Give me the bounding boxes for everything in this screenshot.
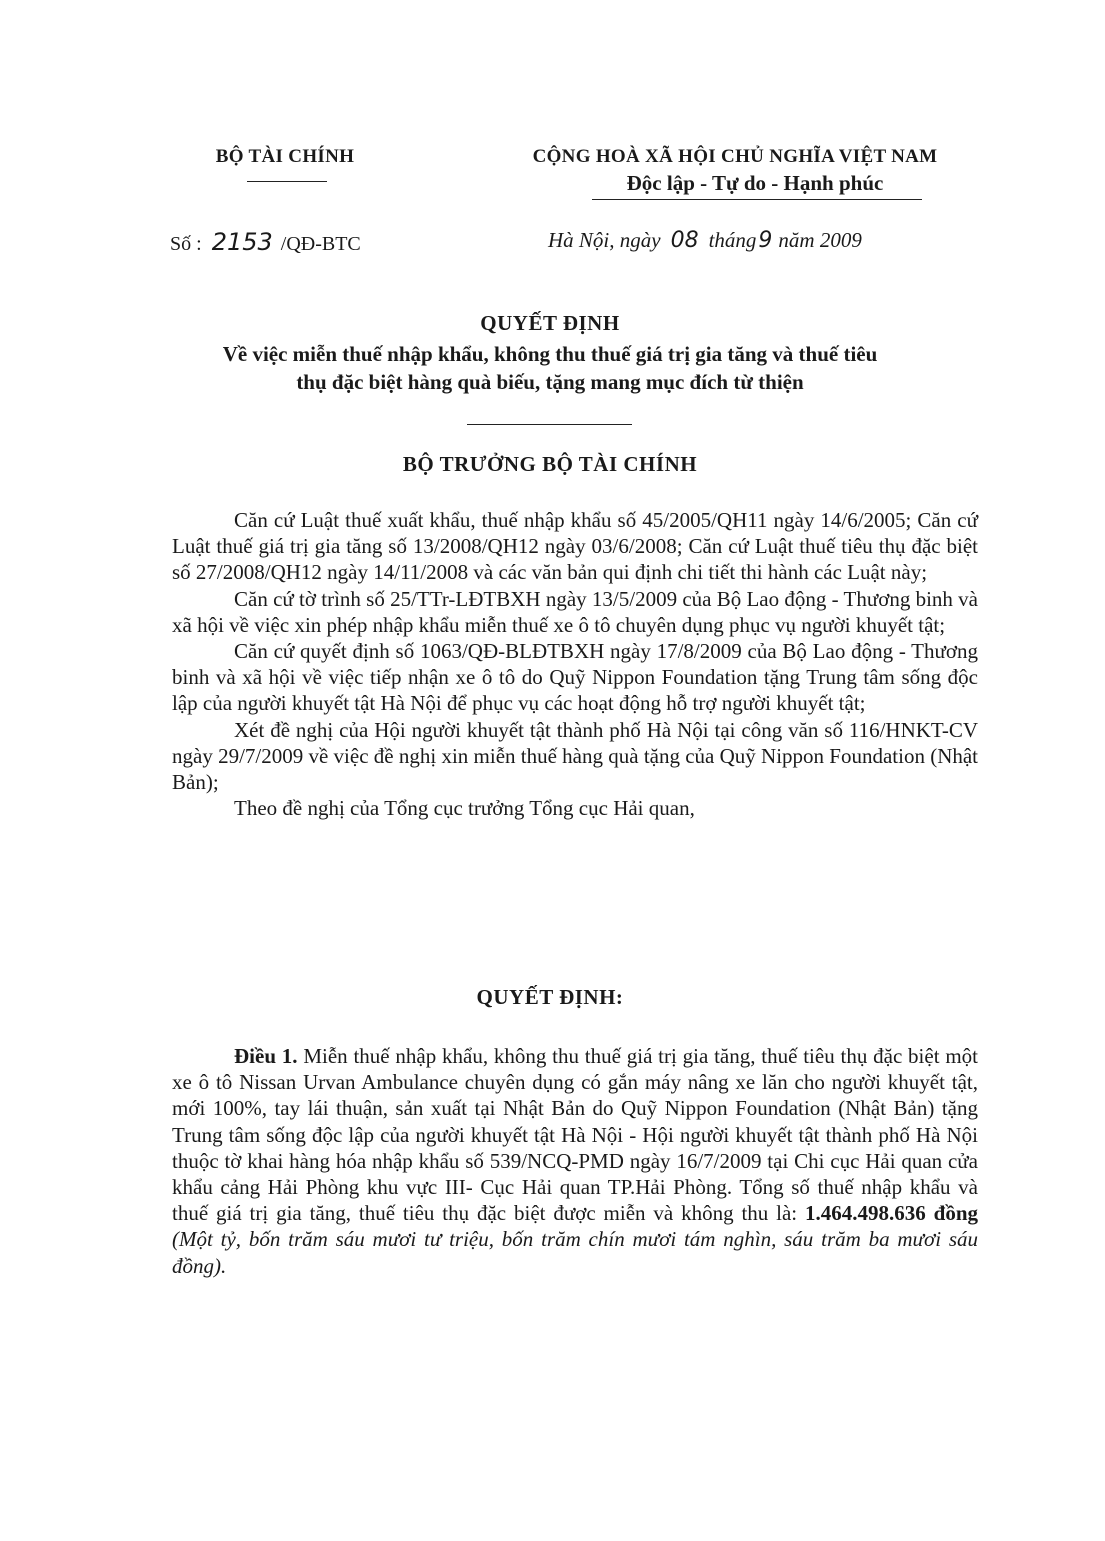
date-place-day-prefix: Hà Nội, ngày bbox=[548, 228, 661, 252]
exempted-amount: 1.464.498.636 đồng bbox=[805, 1201, 979, 1226]
document-number bbox=[170, 228, 361, 256]
date-day-handwritten: 08 bbox=[670, 228, 699, 253]
subject-line-1: Về việc miễn thuế nhập khẩu, không thu thuế giá trị gia tăng và thuế tiêu bbox=[222, 342, 878, 366]
preamble-paragraph: Căn cứ tờ trình số 25/TTr-LĐTBXH ngày 13/5/2009 của Bộ Lao động - Thương binh và xã hội về việc xin phép nhập khẩu miễn thuế xe ô tô chuyên dụng phục vụ người khuyết tật; bbox=[172, 586, 978, 637]
preamble-paragraph: Xét đề nghị của Hội người khuyết tật thành phố Hà Nội tại công văn số 116/HNKT-CV ngày 29/7/2009 về việc đề nghị xin miễn thuế hàng quà tặng của Quỹ Nippon Foundation (Nhật Bản); bbox=[172, 717, 979, 795]
motto-underline bbox=[592, 199, 922, 200]
date-year: năm 2009 bbox=[778, 228, 862, 252]
article-1-paragraph bbox=[172, 1043, 978, 1279]
preamble bbox=[172, 507, 978, 821]
issue-date bbox=[548, 228, 862, 253]
document-subject bbox=[150, 340, 950, 396]
national-motto: Độc lập - Tự do - Hạnh phúc bbox=[626, 171, 884, 195]
preamble-paragraph: Căn cứ Luật thuế xuất khẩu, thuế nhập khẩu số 45/2005/QH11 ngày 14/6/2005; Căn cứ Luật thuế giá trị gia tăng số 13/2008/QH12 ngày 03/6/2008; Căn cứ Luật thuế tiêu thụ đặc biệt số 27/2008/QH12 ngày 14/11/2008 và các văn bản qui định chi tiết thi hành các Luật này; bbox=[172, 508, 978, 585]
preamble-paragraph: Căn cứ quyết định số 1063/QĐ-BLĐTBXH ngày 17/8/2009 của Bộ Lao động - Thương binh và xã hội về việc tiếp nhận xe ô tô do Quỹ Nippon Foundation tặng Trung tâm sống độc lập của người khuyết tật Hà Nội để phục vụ các hoạt động hỗ trợ người khuyết tật; bbox=[172, 639, 978, 716]
doc-number-prefix: Số : bbox=[170, 233, 202, 255]
doc-number-handwritten: 2153 bbox=[211, 228, 273, 256]
ministry-underline bbox=[247, 181, 327, 182]
preamble-paragraph: Theo đề nghị của Tổng cục trưởng Tổng cục Hải quan, bbox=[234, 796, 695, 821]
title-divider bbox=[467, 424, 632, 425]
ministry-name: BỘ TÀI CHÍNH bbox=[215, 146, 355, 167]
article-1-label: Điều 1. bbox=[234, 1044, 298, 1068]
article-1-text: Miễn thuế nhập khẩu, không thu thuế giá trị gia tăng, thuế tiêu thụ đặc biệt một xe ô tô Nissan Urvan Ambulance chuyên dụng có gắn máy nâng xe lăn cho người khuyết tật, mới 100%, tay lái thuận, sản xuất tại Nhật Bản do Quỹ Nippon Foundation (Nhật Bản) tặng Trung tâm sống độc lập của người khuyết tật Hà Nội - Hội người khuyết tật thành phố Hà Nội thuộc tờ khai hàng hóa nhập khẩu số 539/NCQ-PMD ngày 16/7/2009 tại Chi cục Hải quan cửa khẩu cảng Hải Phòng khu vực III- Cục Hải quan TP.Hải Phòng. Tổng số thuế nhập khẩu và thuế giá trị gia tăng, thuế tiêu thụ đặc biệt được miễn và không thu là: bbox=[172, 1044, 979, 1226]
article-1 bbox=[172, 1043, 978, 1279]
subject-line-2: thụ đặc biệt hàng quà biếu, tặng mang mục đích từ thiện bbox=[296, 370, 804, 394]
date-month-handwritten: 9 bbox=[758, 228, 773, 253]
exempted-amount-words: (Một tỷ, bốn trăm sáu mươi tư triệu, bốn trăm chín mươi tám nghìn, sáu trăm ba mươi sáu đồng). bbox=[172, 1227, 978, 1278]
decision-heading: QUYẾT ĐỊNH: bbox=[476, 985, 624, 1009]
republic-name: CỘNG HOÀ XÃ HỘI CHỦ NGHĨA VIỆT NAM bbox=[532, 146, 938, 167]
date-month-prefix: tháng bbox=[708, 228, 757, 252]
document-title: QUYẾT ĐỊNH bbox=[480, 311, 620, 335]
issuing-authority: BỘ TRƯỞNG BỘ TÀI CHÍNH bbox=[402, 452, 698, 476]
doc-number-suffix: /QĐ-BTC bbox=[280, 233, 361, 255]
